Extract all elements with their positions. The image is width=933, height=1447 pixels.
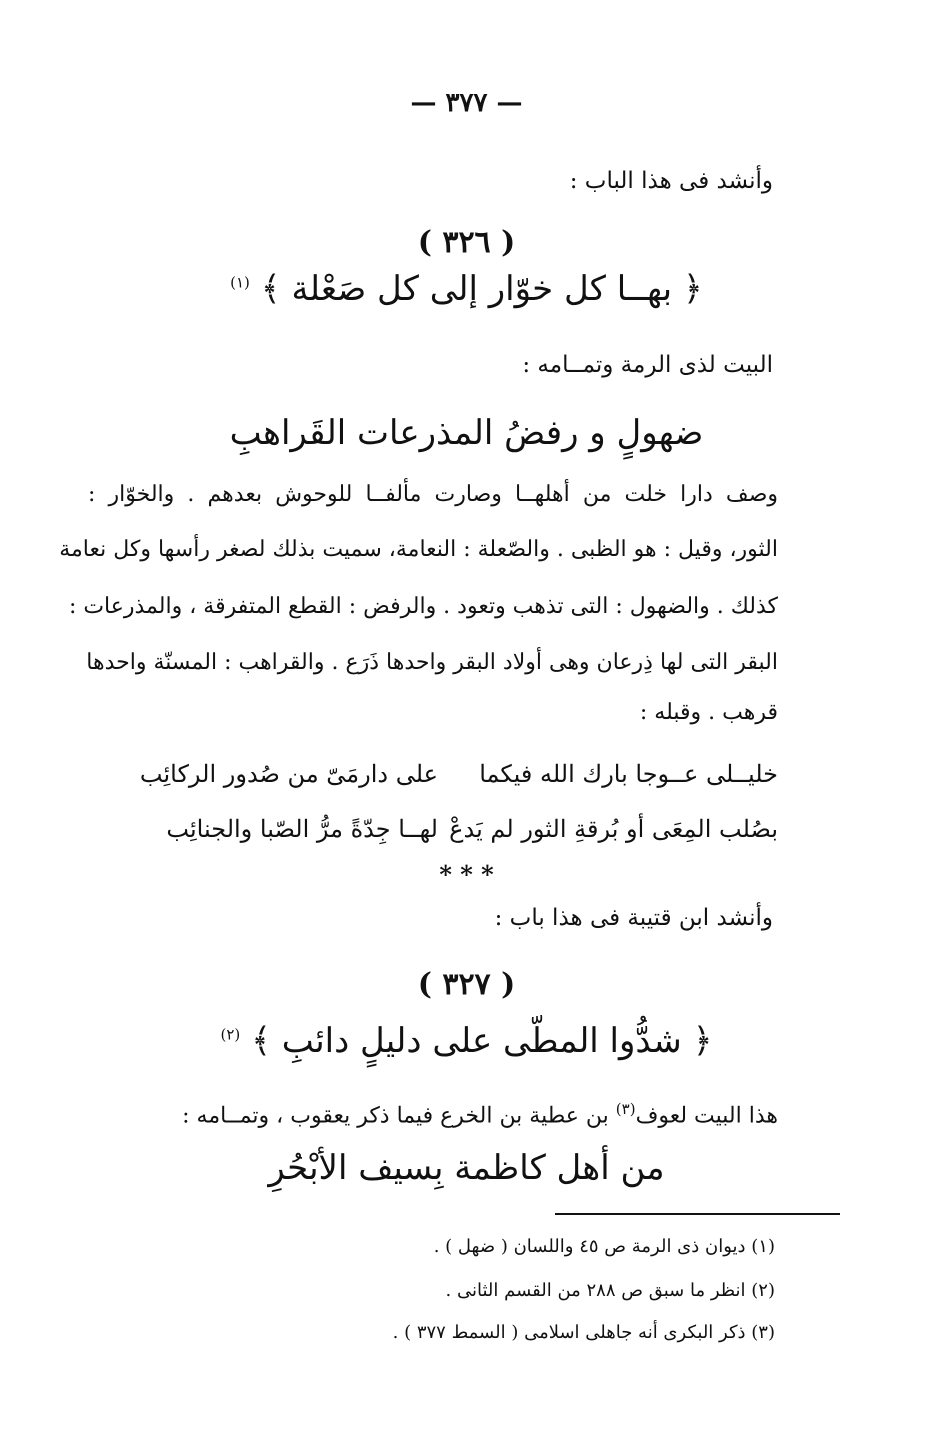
attribution-text: هذا البيت لعوف bbox=[635, 1103, 778, 1129]
verse-completion: ضهولٍ و رفضُ المذرعات القَراهبِ bbox=[229, 413, 704, 453]
footnote-ref: (٢) bbox=[220, 1025, 241, 1044]
cited-verse bbox=[0, 1020, 933, 1061]
commentary-line: قرهب . وقبله : bbox=[639, 700, 778, 725]
commentary-line: وصف دارا خلت من أهلهــا وصارت مألفــا للوحوش بعدهم . والخوّار : bbox=[88, 482, 778, 507]
footnote: (١) ديوان ذى الرمة ص ٤٥ واللسان ( ضهل ) . bbox=[433, 1236, 775, 1257]
attribution-text: بن عطية بن الخرع فيما ذكر يعقوب ، وتمــامه : bbox=[182, 1103, 609, 1129]
commentary-line: كذلك . والضهول : التى تذهب وتعود . والرفض : القطع المتفرقة ، والمذرعات : bbox=[68, 594, 778, 619]
section-separator: * * * bbox=[439, 860, 494, 889]
footnote-ref: (٣) bbox=[615, 1100, 636, 1118]
commentary-line: الثور، وقيل : هو الظبى . والصّعلة : النعامة، سميت بذلك لصغر رأسها وكل نعامة bbox=[59, 537, 778, 562]
poem-hemistich-first: بصُلب المِعَى أو بُرقةِ الثور لم يَدعْ bbox=[449, 815, 778, 843]
section-intro: وأنشد ابن قتيبة فى هذا باب : bbox=[494, 905, 773, 931]
verse-attribution: البيت لذى الرمة وتمــامه : bbox=[522, 352, 773, 378]
footnote-rule bbox=[555, 1213, 840, 1215]
poem-hemistich-second: على دارمَىّ من صُدور الركائِب bbox=[139, 760, 438, 788]
verse-completion: من أهل كاظمة بِسيف الأبْحُرِ bbox=[268, 1148, 665, 1188]
poem-hemistich-second: لهــا جِدّةً مرُّ الصّبا والجنائِب bbox=[166, 815, 438, 843]
verse-text: ﴿ شدُّوا المطّى على دليلٍ دائبِ ﴾ bbox=[251, 1021, 713, 1061]
footnote: (٢) انظر ما سبق ص ٢٨٨ من القسم الثانى . bbox=[445, 1280, 775, 1301]
poem-hemistich-first: خليــلى عــوجا بارك الله فيكما bbox=[479, 760, 778, 788]
page-number: — ٣٧٧ — bbox=[410, 88, 523, 118]
entry-number: ( ٣٢٦ ) bbox=[417, 225, 516, 260]
cited-verse bbox=[0, 268, 933, 309]
entry-number: ( ٣٢٧ ) bbox=[417, 967, 516, 1002]
commentary-line: البقر التى لها ذِرعان وهى أولاد البقر واحدها ذَرَع . والقراهب : المسنّة واحدها bbox=[86, 650, 778, 675]
verse-text: ﴿ بهــا كل خوّار إلى كل صَعْلة ﴾ bbox=[260, 269, 703, 309]
footnote: (٣) ذكر البكرى أنه جاهلى اسلامى ( السمط ٣٧٧ ) . bbox=[392, 1322, 775, 1343]
verse-attribution bbox=[182, 1100, 778, 1128]
footnote-ref: (١) bbox=[230, 273, 250, 292]
section-intro: وأنشد فى هذا الباب : bbox=[569, 168, 773, 194]
